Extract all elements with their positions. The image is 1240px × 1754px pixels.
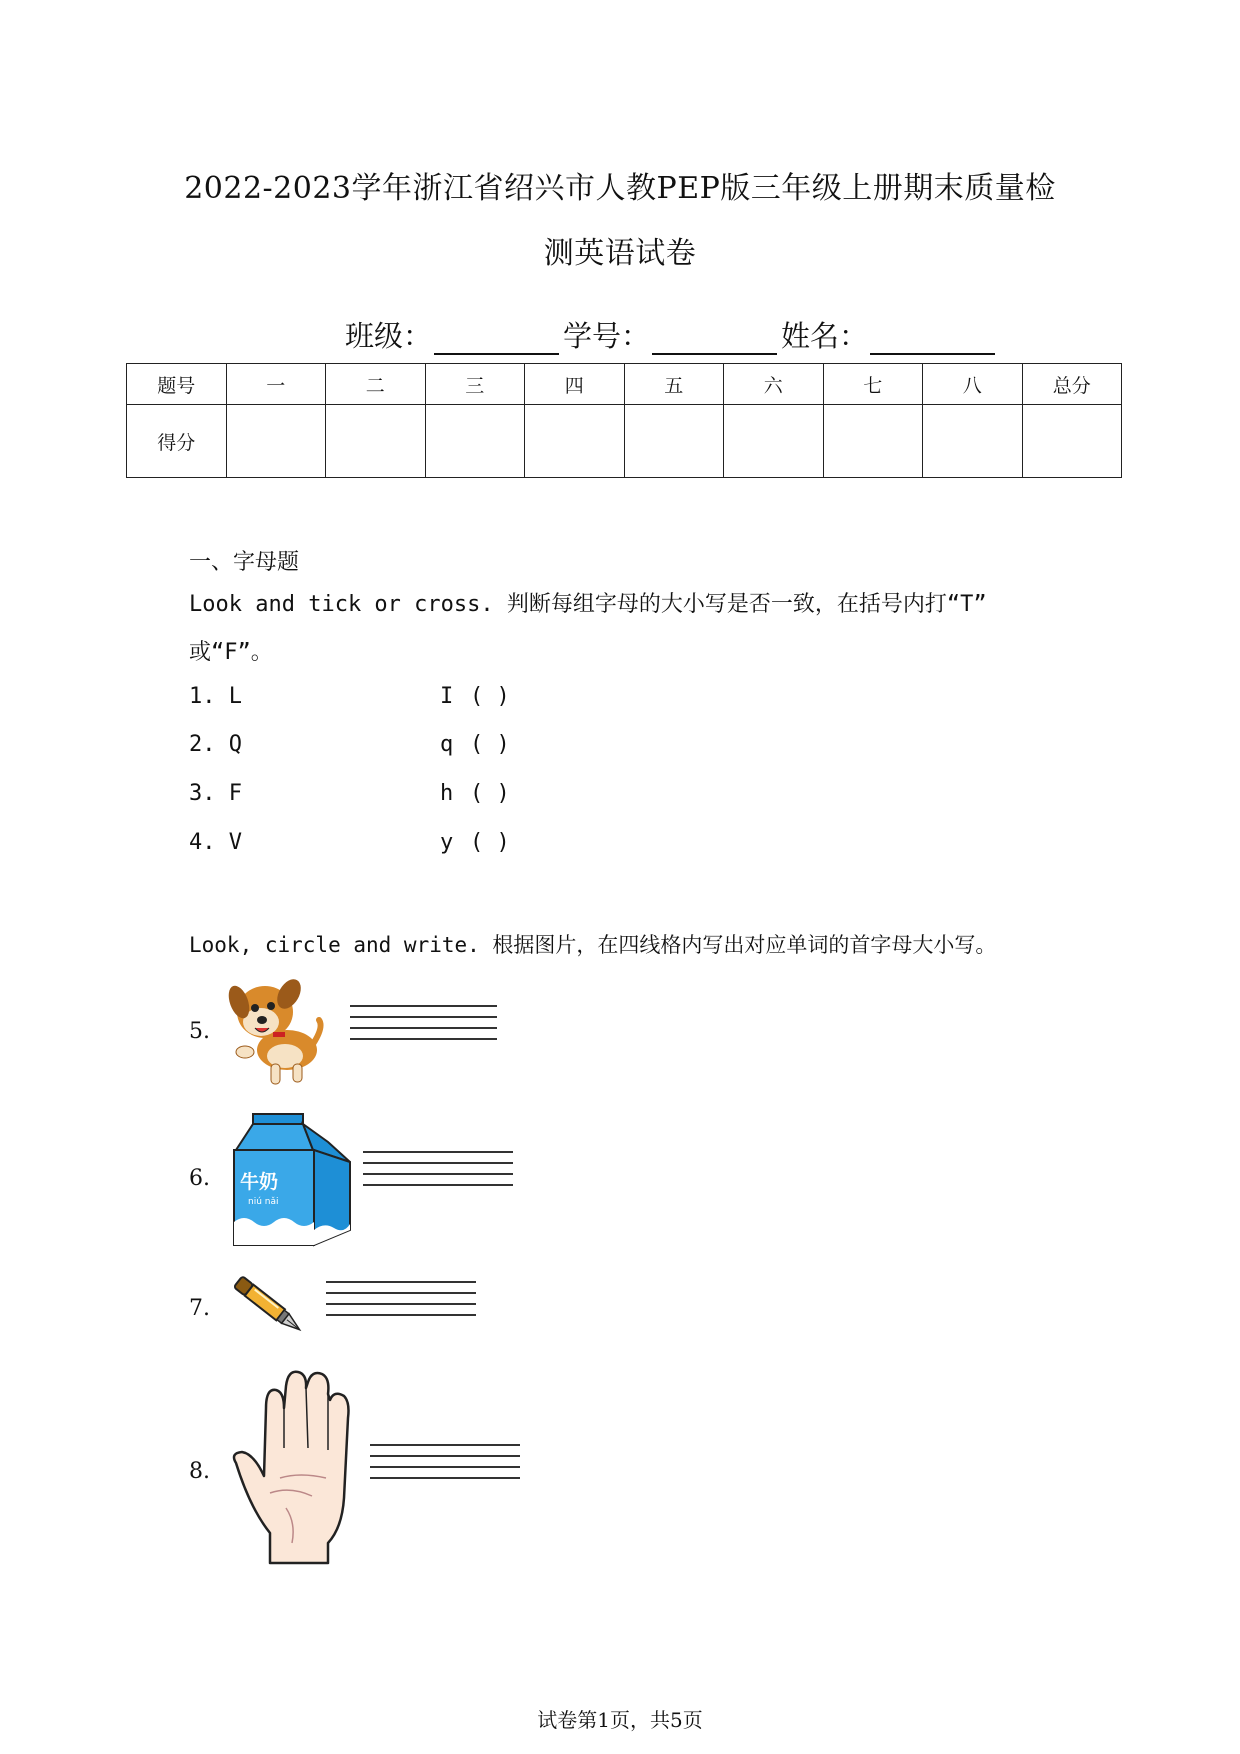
uppercase-letter: Q <box>228 732 242 757</box>
hand-picture <box>230 1368 360 1568</box>
lowercase-letter: I <box>440 684 454 709</box>
four-line-grid[interactable] <box>326 1281 476 1325</box>
item-number: 8. <box>189 1459 210 1484</box>
header-cell: 五 <box>624 364 724 405</box>
page-title-line-1: 2022-2023学年浙江省绍兴市人教PEP版三年级上册期末质量检 <box>184 171 1056 206</box>
header-cell: 总分 <box>1022 364 1122 405</box>
score-cell[interactable] <box>226 405 326 478</box>
header-cell: 题号 <box>127 364 227 405</box>
letter-item <box>189 684 510 709</box>
item-number: 7. <box>189 1296 210 1321</box>
score-cell[interactable] <box>823 405 923 478</box>
four-line-grid[interactable] <box>370 1444 520 1488</box>
header-cell: 二 <box>326 364 426 405</box>
number-label: 学号： <box>563 319 651 353</box>
class-blank[interactable] <box>434 323 559 355</box>
name-label: 姓名： <box>781 319 869 353</box>
item-number: 4. <box>189 830 216 855</box>
header-cell: 八 <box>923 364 1023 405</box>
header-cell: 六 <box>724 364 824 405</box>
dog-picture <box>225 972 325 1087</box>
score-cell[interactable] <box>724 405 824 478</box>
lowercase-letter: q <box>440 732 454 757</box>
header-cell: 七 <box>823 364 923 405</box>
answer-parentheses[interactable]: ( ) <box>470 684 510 709</box>
score-cell[interactable] <box>1022 405 1122 478</box>
class-label: 班级： <box>345 319 433 353</box>
name-blank[interactable] <box>870 323 995 355</box>
instruction-1-line-1: Look and tick or cross. 判断每组字母的大小写是否一致，在括号内打“T” <box>189 592 987 617</box>
score-cell[interactable] <box>525 405 625 478</box>
four-line-grid[interactable] <box>363 1151 513 1195</box>
milk-carton-picture <box>228 1112 353 1247</box>
header-cell: 四 <box>525 364 625 405</box>
number-blank[interactable] <box>652 323 777 355</box>
score-table-header-row <box>127 364 1122 405</box>
score-cell[interactable] <box>624 405 724 478</box>
carton-text: 牛奶 <box>240 1171 279 1193</box>
uppercase-letter: F <box>228 781 242 806</box>
letter-item <box>189 830 510 855</box>
score-cell[interactable] <box>425 405 525 478</box>
answer-parentheses[interactable]: ( ) <box>470 732 510 757</box>
carton-pinyin: niú nǎi <box>248 1197 279 1207</box>
answer-parentheses[interactable]: ( ) <box>470 781 510 806</box>
header-cell: 一 <box>226 364 326 405</box>
score-cell[interactable] <box>326 405 426 478</box>
page-footer: 试卷第1页，共5页 <box>537 1708 703 1732</box>
score-table-score-row <box>127 405 1122 478</box>
uppercase-letter: L <box>228 684 242 709</box>
instruction-2: Look, circle and write. 根据图片，在四线格内写出对应单词的首字母大小写。 <box>189 933 997 957</box>
score-label: 得分 <box>127 405 227 478</box>
item-number: 1. <box>189 684 216 709</box>
header-cell: 三 <box>425 364 525 405</box>
section-heading: 一、字母题 <box>189 550 300 575</box>
student-info-row <box>345 314 999 355</box>
pen-picture <box>228 1270 313 1345</box>
lowercase-letter: h <box>440 781 454 806</box>
item-number: 2. <box>189 732 216 757</box>
answer-parentheses[interactable]: ( ) <box>470 830 510 855</box>
page-title-line-2: 测英语试卷 <box>543 236 697 271</box>
item-number: 6. <box>189 1166 210 1191</box>
score-table <box>126 363 1122 478</box>
instruction-1-line-2: 或“F”。 <box>189 640 273 665</box>
four-line-grid[interactable] <box>350 1005 497 1049</box>
uppercase-letter: V <box>228 830 242 855</box>
score-cell[interactable] <box>923 405 1023 478</box>
letter-item <box>189 781 510 806</box>
item-number: 5. <box>189 1019 210 1044</box>
letter-item <box>189 732 510 757</box>
lowercase-letter: y <box>440 830 454 855</box>
item-number: 3. <box>189 781 216 806</box>
